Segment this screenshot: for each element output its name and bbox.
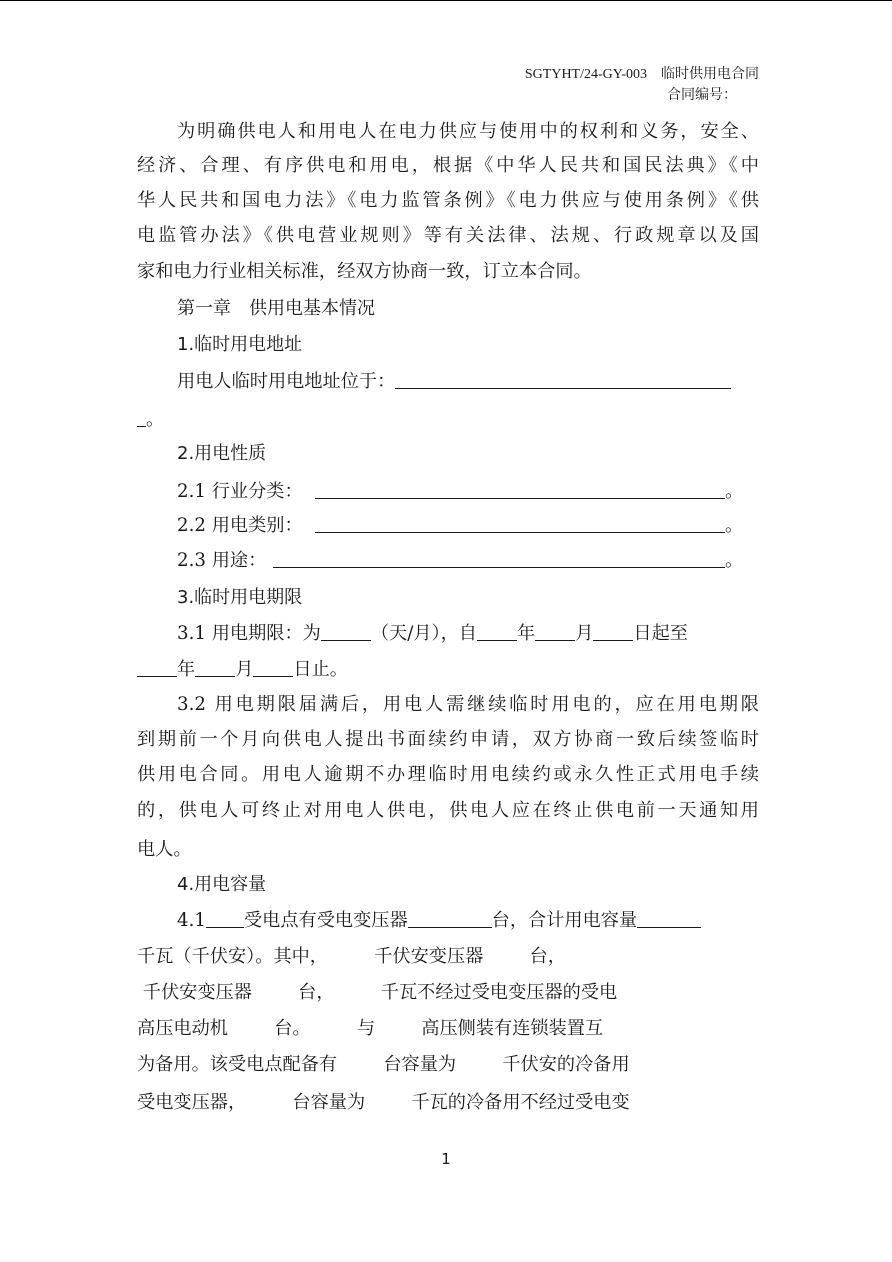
capacity-line-5: 为备用。该受电点配备有 台容量为 千伏安的冷备用 [137, 1054, 630, 1075]
capacity-item-number: 4.1 [177, 910, 206, 931]
start-day-field[interactable] [593, 621, 633, 641]
end-day-label: 日止。 [293, 659, 348, 680]
period-line-2 [137, 652, 348, 688]
section-2-title: 2.用电性质 [177, 443, 267, 464]
category-line [177, 508, 743, 544]
category-label: 2.2 用电类别： [177, 515, 303, 536]
start-month-label: 月 [575, 623, 594, 644]
renewal-line-4: 的，供电人可终止对用电人供电，供电人应在终止供电前一天通知用 [137, 800, 759, 821]
address-field-cont[interactable] [137, 407, 146, 427]
industry-label: 2.1 行业分类： [177, 481, 303, 502]
renewal-line-2: 到期前一个月向供电人提出书面续约申请，双方协商一致后续签临时 [137, 729, 759, 750]
section-3-title: 3.临时用电期限 [177, 587, 303, 608]
capacity-line-6: 受电变压器， 台容量为 千瓦的冷备用不经过受电变 [137, 1092, 630, 1113]
capacity-line-2: 千瓦（千伏安）。其中， 千伏安变压器 台， [137, 946, 566, 967]
renewal-line-1: 3.2 用电期限届满后，用电人需继续临时用电的，应在用电期限 [177, 694, 759, 715]
intro-line-3: 华人民共和国电力法》《电力监管条例》《电力供应与使用条例》《供 [137, 190, 759, 211]
capacity-line-4: 高压电动机 台。 与 高压侧装有连锁装置互 [137, 1018, 604, 1039]
industry-end: 。 [725, 481, 744, 502]
period-line-1 [177, 616, 688, 652]
renewal-line-3: 供用电合同。用电人逾期不办理临时用电续约或永久性正式用电手续 [137, 764, 759, 785]
category-end: 。 [725, 515, 744, 536]
start-year-field[interactable] [477, 621, 517, 641]
period-duration-field[interactable] [321, 621, 371, 641]
intro-line-4: 电监管办法》《供电营业规则》等有关法律、法规、行政规章以及国 [137, 225, 759, 246]
industry-field[interactable] [315, 479, 725, 499]
end-month-label: 月 [235, 659, 254, 680]
transformer-count-field[interactable] [408, 908, 492, 928]
industry-line [177, 474, 743, 510]
end-year-label: 年 [177, 659, 196, 680]
intro-line-1: 为明确供电人和用电人在电力供应与使用中的权利和义务，安全、 [177, 121, 759, 142]
chapter-1-title: 第一章 供用电基本情况 [177, 298, 375, 319]
capacity-line-3: 千伏安变压器 台， 千瓦不经过受电变压器的受电 [137, 982, 618, 1003]
start-month-field[interactable] [535, 621, 575, 641]
address-label: 用电人临时用电地址位于： [177, 371, 396, 392]
intro-line-2: 经济、合理、有序供电和用电，根据《中华人民共和国民法典》《中 [137, 155, 759, 176]
start-day-label: 日起至 [633, 623, 688, 644]
usage-field[interactable] [273, 548, 725, 568]
transformer-label: 受电点有受电变压器 [243, 910, 408, 931]
page-number: 1 [441, 1150, 451, 1168]
category-field[interactable] [315, 513, 725, 533]
end-day-field[interactable] [253, 657, 293, 677]
contract-code: SGTYHT/24-GY-003 [524, 67, 647, 82]
start-year-label: 年 [517, 623, 536, 644]
section-4-title: 4.用电容量 [177, 874, 267, 895]
usage-label: 2.3 用途： [177, 550, 267, 571]
page-header [525, 64, 759, 105]
total-capacity-field[interactable] [637, 908, 701, 928]
contract-number-label: 合同编号： [667, 87, 737, 103]
intro-line-5: 家和电力行业相关标准，经双方协商一致，订立本合同。 [137, 261, 592, 282]
end-month-field[interactable] [195, 657, 235, 677]
usage-line [177, 543, 743, 579]
period-label: 3.1 用电期限：为 [177, 623, 321, 644]
address-line [177, 364, 731, 400]
address-field[interactable] [395, 369, 731, 389]
address-line-2 [137, 402, 164, 438]
address-end: 。 [146, 409, 165, 430]
capacity-line-1 [177, 903, 701, 939]
receiving-point-field[interactable] [206, 908, 244, 928]
usage-end: 。 [725, 550, 744, 571]
renewal-line-5: 电人。 [137, 839, 192, 860]
total-capacity-label: 台，合计用电容量 [491, 910, 638, 931]
section-1-title: 1.临时用电地址 [177, 334, 303, 355]
period-unit: （天/月），自 [370, 623, 477, 644]
top-border [0, 0, 892, 1]
end-year-field[interactable] [137, 657, 177, 677]
contract-name: 临时供用电合同 [661, 66, 759, 82]
